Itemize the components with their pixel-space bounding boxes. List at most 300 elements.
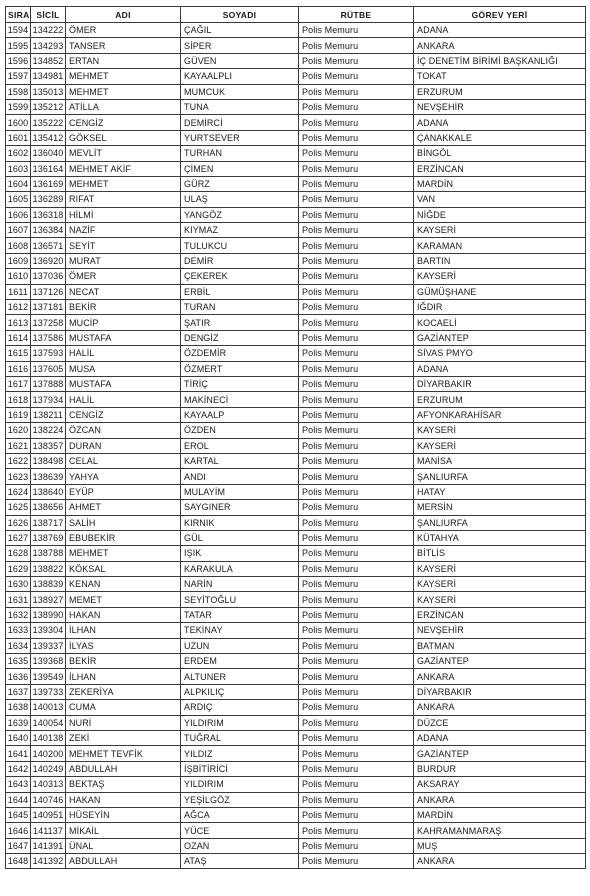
- cell-gorev-yeri: KAYSERİ: [414, 592, 586, 607]
- cell-adi: MEMET: [66, 592, 181, 607]
- cell-sira: 1618: [6, 392, 31, 407]
- cell-gorev-yeri: GAZİANTEP: [414, 654, 586, 669]
- cell-sira: 1600: [6, 115, 31, 130]
- table-row: [6, 23, 586, 38]
- cell-soyadi: DEMİRCİ: [181, 115, 299, 130]
- cell-rutbe: Polis Memuru: [299, 238, 414, 253]
- cell-sira: 1604: [6, 176, 31, 191]
- cell-adi: HAKAN: [66, 607, 181, 622]
- cell-sicil: 141391: [31, 838, 66, 853]
- cell-sicil: 137258: [31, 315, 66, 330]
- cell-rutbe: Polis Memuru: [299, 669, 414, 684]
- cell-rutbe: Polis Memuru: [299, 515, 414, 530]
- cell-soyadi: ALPKILIÇ: [181, 684, 299, 699]
- table-row: [6, 823, 586, 838]
- cell-soyadi: ÖZDEN: [181, 423, 299, 438]
- cell-gorev-yeri: VAN: [414, 192, 586, 207]
- cell-sicil: 134981: [31, 69, 66, 84]
- header-soyadi: SOYADI: [181, 7, 299, 23]
- table-row: [6, 669, 586, 684]
- cell-gorev-yeri: KAYSERİ: [414, 269, 586, 284]
- cell-rutbe: Polis Memuru: [299, 654, 414, 669]
- cell-sira: 1598: [6, 84, 31, 99]
- cell-rutbe: Polis Memuru: [299, 792, 414, 807]
- cell-soyadi: SEYİTOĞLU: [181, 592, 299, 607]
- cell-soyadi: GÜRZ: [181, 176, 299, 191]
- cell-rutbe: Polis Memuru: [299, 500, 414, 515]
- table-row: [6, 130, 586, 145]
- table-row: [6, 69, 586, 84]
- cell-adi: MURAT: [66, 253, 181, 268]
- table-row: [6, 484, 586, 499]
- cell-sicil: 138927: [31, 592, 66, 607]
- table-row: [6, 515, 586, 530]
- cell-adi: MUSTAFA: [66, 376, 181, 391]
- cell-soyadi: YILDIRIM: [181, 777, 299, 792]
- cell-soyadi: TEKİNAY: [181, 623, 299, 638]
- cell-sicil: 136318: [31, 207, 66, 222]
- cell-soyadi: ERBİL: [181, 284, 299, 299]
- cell-sicil: 140313: [31, 777, 66, 792]
- cell-sira: 1609: [6, 253, 31, 268]
- cell-adi: HİLMİ: [66, 207, 181, 222]
- cell-soyadi: ANDI: [181, 469, 299, 484]
- cell-soyadi: YÜCE: [181, 823, 299, 838]
- cell-sira: 1637: [6, 684, 31, 699]
- cell-rutbe: Polis Memuru: [299, 561, 414, 576]
- cell-adi: MEHMET: [66, 546, 181, 561]
- table-row: [6, 792, 586, 807]
- cell-rutbe: Polis Memuru: [299, 638, 414, 653]
- cell-sira: 1629: [6, 561, 31, 576]
- header-sira: SIRA: [6, 7, 31, 23]
- cell-gorev-yeri: MANİSA: [414, 453, 586, 468]
- cell-gorev-yeri: KOCAELİ: [414, 315, 586, 330]
- header-adi: ADI: [66, 7, 181, 23]
- cell-sicil: 135013: [31, 84, 66, 99]
- table-row: [6, 423, 586, 438]
- cell-rutbe: Polis Memuru: [299, 607, 414, 622]
- cell-gorev-yeri: MUŞ: [414, 838, 586, 853]
- cell-soyadi: DENGİZ: [181, 330, 299, 345]
- cell-sicil: 138639: [31, 469, 66, 484]
- cell-gorev-yeri: KAYSERİ: [414, 561, 586, 576]
- cell-soyadi: TUĞRAL: [181, 730, 299, 745]
- cell-gorev-yeri: ÇANAKKALE: [414, 130, 586, 145]
- cell-sicil: 135412: [31, 130, 66, 145]
- cell-rutbe: Polis Memuru: [299, 207, 414, 222]
- cell-gorev-yeri: DİYARBAKIR: [414, 684, 586, 699]
- cell-soyadi: ARDIÇ: [181, 700, 299, 715]
- cell-soyadi: YANGÖZ: [181, 207, 299, 222]
- cell-adi: HAKAN: [66, 792, 181, 807]
- table-row: [6, 577, 586, 592]
- table-row: [6, 99, 586, 114]
- cell-adi: İLHAN: [66, 623, 181, 638]
- cell-adi: YAHYA: [66, 469, 181, 484]
- cell-rutbe: Polis Memuru: [299, 69, 414, 84]
- cell-adi: NAZİF: [66, 223, 181, 238]
- cell-rutbe: Polis Memuru: [299, 130, 414, 145]
- table-row: [6, 530, 586, 545]
- table-row: [6, 176, 586, 191]
- cell-soyadi: ALTUNER: [181, 669, 299, 684]
- cell-soyadi: GÜL: [181, 530, 299, 545]
- cell-sira: 1612: [6, 300, 31, 315]
- cell-soyadi: KAYAALP: [181, 407, 299, 422]
- cell-adi: RIFAT: [66, 192, 181, 207]
- cell-soyadi: KIRNIK: [181, 515, 299, 530]
- cell-sira: 1648: [6, 854, 31, 869]
- table-row: [6, 269, 586, 284]
- cell-soyadi: TULUKCU: [181, 238, 299, 253]
- cell-rutbe: Polis Memuru: [299, 761, 414, 776]
- cell-adi: ABDULLAH: [66, 854, 181, 869]
- cell-sicil: 134293: [31, 38, 66, 53]
- table-row: [6, 469, 586, 484]
- cell-soyadi: TURHAN: [181, 146, 299, 161]
- cell-sira: 1643: [6, 777, 31, 792]
- cell-rutbe: Polis Memuru: [299, 546, 414, 561]
- table-row: [6, 315, 586, 330]
- table-row: [6, 376, 586, 391]
- cell-gorev-yeri: ADANA: [414, 361, 586, 376]
- cell-gorev-yeri: KAYSERİ: [414, 438, 586, 453]
- cell-sicil: 137036: [31, 269, 66, 284]
- cell-soyadi: ÇEKEREK: [181, 269, 299, 284]
- cell-gorev-yeri: KAYSERİ: [414, 577, 586, 592]
- cell-gorev-yeri: ERZURUM: [414, 392, 586, 407]
- cell-sira: 1630: [6, 577, 31, 592]
- table-row: [6, 53, 586, 68]
- cell-rutbe: Polis Memuru: [299, 777, 414, 792]
- cell-adi: GÖKSEL: [66, 130, 181, 145]
- cell-sira: 1616: [6, 361, 31, 376]
- cell-sicil: 136169: [31, 176, 66, 191]
- cell-sicil: 138498: [31, 453, 66, 468]
- table-row: [6, 192, 586, 207]
- cell-sira: 1620: [6, 423, 31, 438]
- cell-sira: 1628: [6, 546, 31, 561]
- cell-sicil: 140951: [31, 807, 66, 822]
- cell-rutbe: Polis Memuru: [299, 161, 414, 176]
- table-row: [6, 115, 586, 130]
- cell-soyadi: ÇİMEN: [181, 161, 299, 176]
- table-row: [6, 284, 586, 299]
- table-row: [6, 746, 586, 761]
- cell-adi: HÜSEYİN: [66, 807, 181, 822]
- cell-rutbe: Polis Memuru: [299, 315, 414, 330]
- cell-gorev-yeri: KARAMAN: [414, 238, 586, 253]
- cell-rutbe: Polis Memuru: [299, 99, 414, 114]
- table-row: [6, 146, 586, 161]
- cell-rutbe: Polis Memuru: [299, 823, 414, 838]
- cell-soyadi: DEMİR: [181, 253, 299, 268]
- cell-gorev-yeri: ANKARA: [414, 792, 586, 807]
- cell-gorev-yeri: MARDİN: [414, 176, 586, 191]
- cell-rutbe: Polis Memuru: [299, 530, 414, 545]
- cell-rutbe: Polis Memuru: [299, 376, 414, 391]
- cell-sira: 1631: [6, 592, 31, 607]
- cell-sicil: 139733: [31, 684, 66, 699]
- cell-soyadi: GÜVEN: [181, 53, 299, 68]
- cell-sicil: 138717: [31, 515, 66, 530]
- cell-sicil: 140249: [31, 761, 66, 776]
- cell-adi: SEYİT: [66, 238, 181, 253]
- cell-gorev-yeri: AKSARAY: [414, 777, 586, 792]
- table-row: [6, 253, 586, 268]
- table-row: [6, 453, 586, 468]
- cell-sira: 1599: [6, 99, 31, 114]
- cell-adi: MUCİP: [66, 315, 181, 330]
- table-body: [6, 23, 586, 869]
- cell-gorev-yeri: GÜMÜŞHANE: [414, 284, 586, 299]
- cell-gorev-yeri: DÜZCE: [414, 715, 586, 730]
- cell-gorev-yeri: TOKAT: [414, 69, 586, 84]
- cell-adi: ÖMER: [66, 269, 181, 284]
- cell-sira: 1619: [6, 407, 31, 422]
- cell-sira: 1621: [6, 438, 31, 453]
- cell-sicil: 137586: [31, 330, 66, 345]
- cell-sicil: 135222: [31, 115, 66, 130]
- cell-sicil: 139304: [31, 623, 66, 638]
- cell-sicil: 138211: [31, 407, 66, 422]
- cell-rutbe: Polis Memuru: [299, 854, 414, 869]
- cell-gorev-yeri: KÜTAHYA: [414, 530, 586, 545]
- table-row: [6, 777, 586, 792]
- cell-soyadi: KARTAL: [181, 453, 299, 468]
- cell-sira: 1602: [6, 146, 31, 161]
- cell-sicil: 138656: [31, 500, 66, 515]
- cell-rutbe: Polis Memuru: [299, 453, 414, 468]
- cell-soyadi: ATAŞ: [181, 854, 299, 869]
- table-row: [6, 407, 586, 422]
- cell-adi: MEHMET TEVFİK: [66, 746, 181, 761]
- table-row: [6, 561, 586, 576]
- table-row: [6, 223, 586, 238]
- cell-sicil: 136164: [31, 161, 66, 176]
- cell-sicil: 140054: [31, 715, 66, 730]
- cell-sira: 1608: [6, 238, 31, 253]
- cell-sira: 1617: [6, 376, 31, 391]
- cell-gorev-yeri: ANKARA: [414, 854, 586, 869]
- cell-sira: 1642: [6, 761, 31, 776]
- cell-sicil: 138640: [31, 484, 66, 499]
- cell-soyadi: SAYGINER: [181, 500, 299, 515]
- cell-rutbe: Polis Memuru: [299, 84, 414, 99]
- cell-adi: ATİLLA: [66, 99, 181, 114]
- cell-rutbe: Polis Memuru: [299, 438, 414, 453]
- cell-adi: AHMET: [66, 500, 181, 515]
- cell-adi: KENAN: [66, 577, 181, 592]
- cell-adi: MUSA: [66, 361, 181, 376]
- cell-sira: 1627: [6, 530, 31, 545]
- cell-gorev-yeri: MERSİN: [414, 500, 586, 515]
- cell-sira: 1635: [6, 654, 31, 669]
- table-row: [6, 361, 586, 376]
- cell-rutbe: Polis Memuru: [299, 192, 414, 207]
- cell-rutbe: Polis Memuru: [299, 330, 414, 345]
- cell-sira: 1640: [6, 730, 31, 745]
- cell-soyadi: ÖZDEMİR: [181, 346, 299, 361]
- cell-sira: 1622: [6, 453, 31, 468]
- cell-sira: 1595: [6, 38, 31, 53]
- cell-sira: 1633: [6, 623, 31, 638]
- cell-gorev-yeri: ADANA: [414, 730, 586, 745]
- cell-rutbe: Polis Memuru: [299, 392, 414, 407]
- table-row: [6, 607, 586, 622]
- table-row: [6, 500, 586, 515]
- cell-gorev-yeri: BATMAN: [414, 638, 586, 653]
- cell-sicil: 139337: [31, 638, 66, 653]
- table-row: [6, 761, 586, 776]
- cell-adi: EYÜP: [66, 484, 181, 499]
- cell-adi: BEKİR: [66, 654, 181, 669]
- cell-gorev-yeri: İÇ DENETİM BİRİMİ BAŞKANLIĞI: [414, 53, 586, 68]
- cell-soyadi: YEŞİLGÖZ: [181, 792, 299, 807]
- cell-rutbe: Polis Memuru: [299, 838, 414, 853]
- cell-soyadi: OZAN: [181, 838, 299, 853]
- cell-rutbe: Polis Memuru: [299, 715, 414, 730]
- table-row: [6, 392, 586, 407]
- cell-adi: SALİH: [66, 515, 181, 530]
- table-row: [6, 238, 586, 253]
- cell-sira: 1601: [6, 130, 31, 145]
- cell-soyadi: MULAYİM: [181, 484, 299, 499]
- cell-gorev-yeri: DİYARBAKIR: [414, 376, 586, 391]
- cell-sicil: 137934: [31, 392, 66, 407]
- cell-sira: 1626: [6, 515, 31, 530]
- cell-gorev-yeri: ŞANLIURFA: [414, 515, 586, 530]
- cell-rutbe: Polis Memuru: [299, 577, 414, 592]
- cell-rutbe: Polis Memuru: [299, 284, 414, 299]
- cell-gorev-yeri: BİNGÖL: [414, 146, 586, 161]
- table-row: [6, 546, 586, 561]
- table-row: [6, 684, 586, 699]
- cell-adi: NECAT: [66, 284, 181, 299]
- cell-adi: MEHMET: [66, 176, 181, 191]
- cell-soyadi: ULAŞ: [181, 192, 299, 207]
- cell-adi: BEKİR: [66, 300, 181, 315]
- cell-rutbe: Polis Memuru: [299, 407, 414, 422]
- cell-sira: 1634: [6, 638, 31, 653]
- cell-sira: 1613: [6, 315, 31, 330]
- cell-gorev-yeri: AFYONKARAHİSAR: [414, 407, 586, 422]
- cell-soyadi: YILDIRIM: [181, 715, 299, 730]
- cell-adi: ÜNAL: [66, 838, 181, 853]
- cell-sira: 1632: [6, 607, 31, 622]
- cell-gorev-yeri: GAZİANTEP: [414, 330, 586, 345]
- cell-gorev-yeri: KAYSERİ: [414, 223, 586, 238]
- cell-rutbe: Polis Memuru: [299, 23, 414, 38]
- cell-sira: 1607: [6, 223, 31, 238]
- cell-rutbe: Polis Memuru: [299, 700, 414, 715]
- cell-sicil: 134222: [31, 23, 66, 38]
- cell-sicil: 136571: [31, 238, 66, 253]
- cell-soyadi: TURAN: [181, 300, 299, 315]
- cell-rutbe: Polis Memuru: [299, 807, 414, 822]
- cell-rutbe: Polis Memuru: [299, 146, 414, 161]
- cell-soyadi: MAKİNECİ: [181, 392, 299, 407]
- cell-rutbe: Polis Memuru: [299, 623, 414, 638]
- cell-gorev-yeri: BARTIN: [414, 253, 586, 268]
- cell-sira: 1597: [6, 69, 31, 84]
- cell-soyadi: YURTSEVER: [181, 130, 299, 145]
- cell-sicil: 138990: [31, 607, 66, 622]
- cell-gorev-yeri: ŞANLIURFA: [414, 469, 586, 484]
- table-row: [6, 654, 586, 669]
- cell-sira: 1623: [6, 469, 31, 484]
- cell-sicil: 139368: [31, 654, 66, 669]
- table-row: [6, 592, 586, 607]
- table-row: [6, 807, 586, 822]
- table-row: [6, 346, 586, 361]
- cell-gorev-yeri: SİVAS PMYO: [414, 346, 586, 361]
- cell-adi: ÖZCAN: [66, 423, 181, 438]
- cell-sicil: 137126: [31, 284, 66, 299]
- cell-soyadi: SİPER: [181, 38, 299, 53]
- cell-adi: İLYAS: [66, 638, 181, 653]
- cell-adi: MUSTAFA: [66, 330, 181, 345]
- cell-soyadi: MUMCUK: [181, 84, 299, 99]
- cell-sira: 1636: [6, 669, 31, 684]
- cell-sira: 1610: [6, 269, 31, 284]
- cell-rutbe: Polis Memuru: [299, 269, 414, 284]
- cell-soyadi: ÇAĞIL: [181, 23, 299, 38]
- cell-sicil: 135212: [31, 99, 66, 114]
- cell-soyadi: ÖZMERT: [181, 361, 299, 376]
- cell-rutbe: Polis Memuru: [299, 684, 414, 699]
- cell-gorev-yeri: IĞDIR: [414, 300, 586, 315]
- cell-rutbe: Polis Memuru: [299, 38, 414, 53]
- cell-rutbe: Polis Memuru: [299, 423, 414, 438]
- cell-sicil: 137605: [31, 361, 66, 376]
- cell-gorev-yeri: ERZİNCAN: [414, 161, 586, 176]
- table-row: [6, 854, 586, 869]
- cell-rutbe: Polis Memuru: [299, 746, 414, 761]
- cell-adi: EBUBEKİR: [66, 530, 181, 545]
- cell-adi: ERTAN: [66, 53, 181, 68]
- cell-sira: 1614: [6, 330, 31, 345]
- cell-sira: 1647: [6, 838, 31, 853]
- cell-sira: 1605: [6, 192, 31, 207]
- cell-adi: CELAL: [66, 453, 181, 468]
- table-row: [6, 38, 586, 53]
- cell-sira: 1625: [6, 500, 31, 515]
- cell-soyadi: ERDEM: [181, 654, 299, 669]
- cell-sira: 1641: [6, 746, 31, 761]
- cell-gorev-yeri: NİĞDE: [414, 207, 586, 222]
- table-row: [6, 84, 586, 99]
- cell-soyadi: KAYAALPLI: [181, 69, 299, 84]
- cell-adi: DURAN: [66, 438, 181, 453]
- cell-adi: MEVLİT: [66, 146, 181, 161]
- cell-sira: 1596: [6, 53, 31, 68]
- cell-soyadi: NARİN: [181, 577, 299, 592]
- cell-sicil: 136920: [31, 253, 66, 268]
- cell-soyadi: YILDIZ: [181, 746, 299, 761]
- cell-sicil: 141392: [31, 854, 66, 869]
- cell-rutbe: Polis Memuru: [299, 115, 414, 130]
- cell-sicil: 138224: [31, 423, 66, 438]
- cell-gorev-yeri: HATAY: [414, 484, 586, 499]
- cell-adi: İLHAN: [66, 669, 181, 684]
- cell-sicil: 138822: [31, 561, 66, 576]
- cell-adi: MİKAİL: [66, 823, 181, 838]
- cell-gorev-yeri: ANKARA: [414, 38, 586, 53]
- cell-sicil: 136040: [31, 146, 66, 161]
- cell-sicil: 138788: [31, 546, 66, 561]
